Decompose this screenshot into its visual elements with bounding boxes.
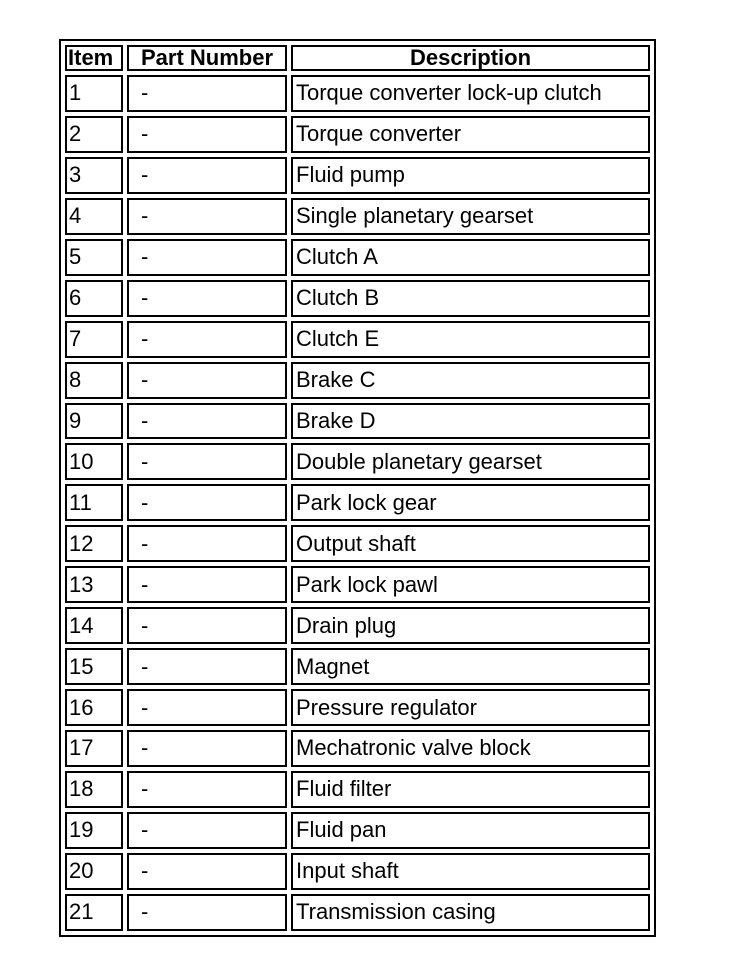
cell-part-number: - — [127, 812, 287, 849]
table-row — [65, 689, 650, 726]
table-row — [65, 157, 650, 194]
table-row — [65, 75, 650, 112]
cell-description: Clutch B — [291, 280, 650, 317]
cell-description: Input shaft — [291, 853, 650, 890]
table-row — [65, 607, 650, 644]
cell-part-number: - — [127, 321, 287, 358]
cell-description: Clutch E — [291, 321, 650, 358]
table-row — [65, 648, 650, 685]
table-row — [65, 812, 650, 849]
cell-description: Brake C — [291, 362, 650, 399]
cell-description: Transmission casing — [291, 894, 650, 931]
cell-description: Brake D — [291, 403, 650, 440]
cell-description: Fluid pan — [291, 812, 650, 849]
cell-item: 5 — [65, 239, 123, 276]
cell-item: 2 — [65, 116, 123, 153]
cell-item: 17 — [65, 730, 123, 767]
table-row — [65, 484, 650, 521]
header-item: Item — [65, 45, 123, 71]
cell-part-number: - — [127, 198, 287, 235]
parts-table-frame — [59, 39, 656, 937]
cell-part-number: - — [127, 648, 287, 685]
table-header-row — [65, 45, 650, 71]
cell-part-number: - — [127, 403, 287, 440]
table-row — [65, 894, 650, 931]
cell-item: 18 — [65, 771, 123, 808]
cell-description: Torque converter lock-up clutch — [291, 75, 650, 112]
table-row — [65, 771, 650, 808]
cell-item: 11 — [65, 484, 123, 521]
cell-description: Magnet — [291, 648, 650, 685]
cell-item: 14 — [65, 607, 123, 644]
cell-part-number: - — [127, 239, 287, 276]
cell-description: Single planetary gearset — [291, 198, 650, 235]
cell-item: 13 — [65, 566, 123, 603]
cell-item: 1 — [65, 75, 123, 112]
cell-item: 8 — [65, 362, 123, 399]
cell-item: 3 — [65, 157, 123, 194]
table-row — [65, 566, 650, 603]
cell-part-number: - — [127, 853, 287, 890]
cell-item: 20 — [65, 853, 123, 890]
cell-description: Drain plug — [291, 607, 650, 644]
cell-description: Fluid pump — [291, 157, 650, 194]
cell-item: 7 — [65, 321, 123, 358]
cell-description: Mechatronic valve block — [291, 730, 650, 767]
cell-part-number: - — [127, 566, 287, 603]
table-row — [65, 730, 650, 767]
cell-part-number: - — [127, 607, 287, 644]
table-row — [65, 443, 650, 480]
cell-item: 19 — [65, 812, 123, 849]
cell-description: Clutch A — [291, 239, 650, 276]
cell-part-number: - — [127, 75, 287, 112]
cell-part-number: - — [127, 443, 287, 480]
cell-part-number: - — [127, 157, 287, 194]
table-row — [65, 280, 650, 317]
cell-description: Output shaft — [291, 525, 650, 562]
header-part-number: Part Number — [127, 45, 287, 71]
cell-part-number: - — [127, 730, 287, 767]
cell-part-number: - — [127, 116, 287, 153]
cell-item: 15 — [65, 648, 123, 685]
cell-part-number: - — [127, 894, 287, 931]
cell-description: Pressure regulator — [291, 689, 650, 726]
table-row — [65, 362, 650, 399]
table-row — [65, 525, 650, 562]
table-row — [65, 853, 650, 890]
cell-item: 10 — [65, 443, 123, 480]
cell-part-number: - — [127, 362, 287, 399]
cell-description: Torque converter — [291, 116, 650, 153]
header-description: Description — [291, 45, 650, 71]
table-row — [65, 321, 650, 358]
cell-description: Fluid filter — [291, 771, 650, 808]
table-row — [65, 239, 650, 276]
cell-item: 16 — [65, 689, 123, 726]
cell-part-number: - — [127, 525, 287, 562]
cell-item: 9 — [65, 403, 123, 440]
cell-description: Double planetary gearset — [291, 443, 650, 480]
cell-part-number: - — [127, 280, 287, 317]
cell-item: 6 — [65, 280, 123, 317]
cell-part-number: - — [127, 689, 287, 726]
table-row — [65, 198, 650, 235]
cell-item: 4 — [65, 198, 123, 235]
cell-description: Park lock pawl — [291, 566, 650, 603]
cell-part-number: - — [127, 771, 287, 808]
table-row — [65, 403, 650, 440]
table-row — [65, 116, 650, 153]
cell-item: 12 — [65, 525, 123, 562]
table-body — [65, 75, 650, 931]
cell-part-number: - — [127, 484, 287, 521]
cell-description: Park lock gear — [291, 484, 650, 521]
parts-table — [61, 41, 654, 935]
cell-item: 21 — [65, 894, 123, 931]
